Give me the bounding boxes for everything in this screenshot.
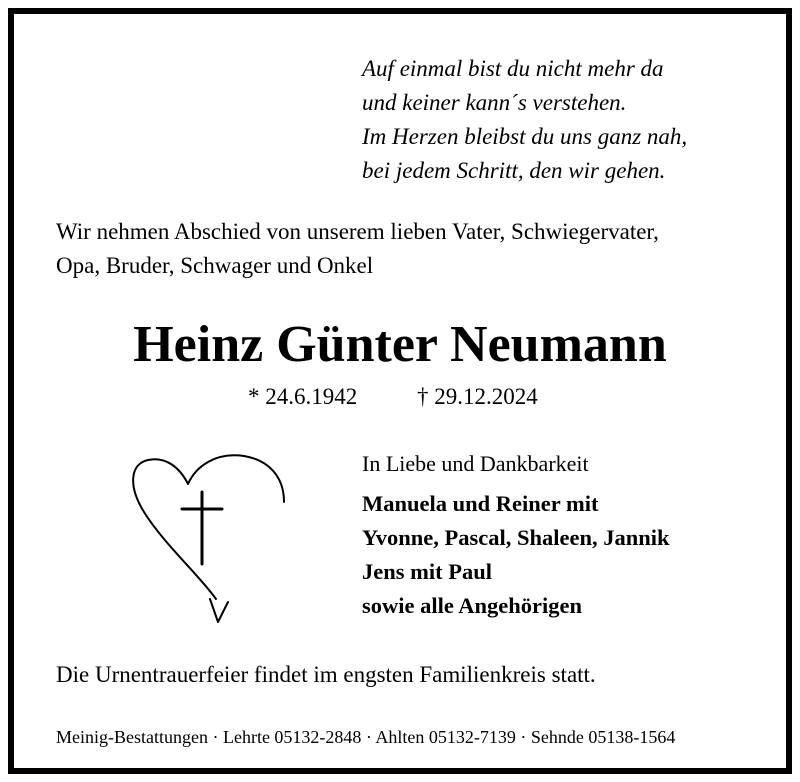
funeral-home-footer: Meinig-Bestattungen · Lehrte 05132-2848 · Ahlten 05132-7139 · Sehnde 05138-1564 <box>56 727 676 747</box>
ceremony-note: Die Urnentrauerfeier findet im engsten Familienkreis statt. <box>56 662 596 687</box>
family-names <box>362 487 670 623</box>
heart-with-cross-icon <box>126 454 296 634</box>
family-signature <box>362 447 670 623</box>
intro-line: Opa, Bruder, Schwager und Onkel <box>56 253 374 278</box>
family-name-line: Jens mit Paul <box>362 559 493 584</box>
birth-date: * 24.6.1942 <box>248 384 358 409</box>
family-name-line: sowie alle Angehörigen <box>362 593 582 618</box>
obituary-frame <box>8 8 792 774</box>
poem-line: bei jedem Schritt, den wir gehen. <box>362 158 666 183</box>
poem <box>362 52 687 188</box>
poem-line: und keiner kann´s verstehen. <box>362 90 627 115</box>
family-lead: In Liebe und Dankbarkeit <box>362 451 589 476</box>
deceased-name: Heinz Günter Neumann <box>133 316 667 373</box>
intro-text <box>56 215 659 283</box>
family-name-line: Yvonne, Pascal, Shaleen, Jannik <box>362 525 670 550</box>
death-date: † 29.12.2024 <box>417 384 538 409</box>
family-name-line: Manuela und Reiner mit <box>362 491 599 516</box>
poem-line: Auf einmal bist du nicht mehr da <box>362 56 664 81</box>
life-dates <box>248 382 538 412</box>
intro-line: Wir nehmen Abschied von unserem lieben Vater, Schwiegervater, <box>56 219 659 244</box>
poem-line: Im Herzen bleibst du uns ganz nah, <box>362 124 688 149</box>
